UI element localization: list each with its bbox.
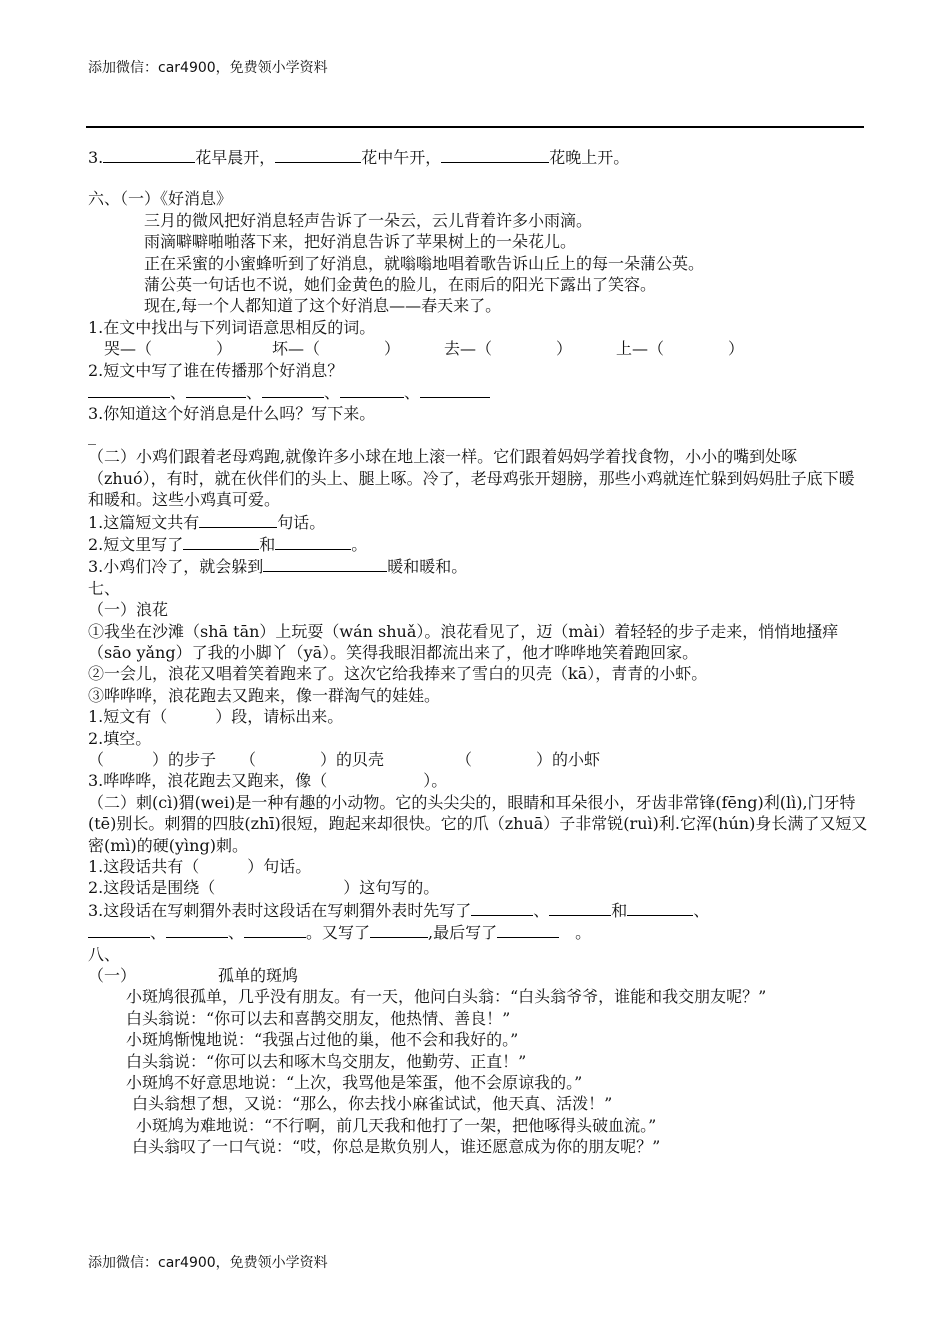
paragraph: 三月的微风把好消息轻声告诉了一朵云，云儿背着许多小雨滴。: [144, 210, 593, 230]
dialogue-line: 白头翁说：“你可以去和啄木鸟交朋友，他勤劳、正直！”: [126, 1051, 527, 1071]
q-num: 3.: [88, 148, 104, 167]
story-title: 孤单的斑鸠: [218, 966, 299, 986]
question: [88, 533, 868, 555]
antonym-item: 坏—（ ）: [272, 339, 401, 359]
answer-blank[interactable]: [275, 533, 351, 550]
question: [88, 511, 868, 533]
q-text: 花早晨开，: [195, 148, 276, 167]
paragraph: ③哗哗哗，浪花跑去又跑来，像一群淘气的娃娃。: [88, 685, 441, 705]
section-title: 六、（一）《好消息》: [88, 189, 233, 209]
paragraph: 小斑鸠很孤单，几乎没有朋友。有一天，他问白头翁：“白头翁爷爷，谁能和我交朋友呢？”: [126, 987, 767, 1007]
question: [88, 899, 868, 921]
separator: 、: [693, 900, 710, 920]
dialogue-line: 小斑鸠不好意思地说：“上次，我骂他是笨蛋，他不会原谅我的。”: [126, 1073, 583, 1093]
question: 1.短文有（ ）段，请标出来。: [88, 707, 344, 727]
dialogue-line: 白头翁说：“你可以去和喜鹊交朋友，他热情、善良！”: [126, 1008, 511, 1028]
q-text: 花中午开，: [361, 148, 442, 167]
question: 2.填空。: [88, 728, 152, 748]
paragraph: 雨滴噼噼啪啪落下来，把好消息告诉了苹果树上的一朵花儿。: [144, 232, 577, 252]
paragraph: ②一会儿，浪花又唱着笑着跑来了。这次它给我捧来了雪白的贝壳（kā），青青的小虾。: [88, 664, 708, 684]
answer-blank[interactable]: [88, 921, 150, 938]
question: 3.你知道这个好消息是什么吗？写下来。: [88, 404, 376, 424]
separator: 、: [170, 383, 187, 403]
question: 1.这段话共有（ ）句话。: [88, 857, 312, 876]
q-text: 3.这段话在写刺猬外表时这段话在写刺猬外表时先写了: [88, 900, 472, 920]
answer-blank[interactable]: [88, 381, 170, 398]
paragraph: ①我坐在沙滩（shā tān）上玩耍（wán shuǎ）。浪花看见了，迈（mài）着轻轻的步子走来，悄悄地搔痒（sāo yǎng）了我的小脚丫（yā）。笑得我眼泪都流出来了，他才哗哗地笑着跑回家。: [88, 621, 839, 662]
antonym-item: 哭—（ ）: [104, 339, 233, 359]
sub-title: （一）浪花: [88, 600, 169, 620]
answer-blank[interactable]: [199, 511, 277, 528]
separator: 、: [150, 923, 167, 943]
passage: （二）小鸡们跟着老母鸡跑,就像许多小球在地上滚一样。它们跟着妈妈学着找食物，小小的嘴到处啄（zhuó），有时，就在伙伴们的头上、腿上啄。冷了，老母鸡张开翅膀，那些小鸡就连忙躲到妈妈肚子底下暖和暖和。这些小鸡真可爱。: [88, 447, 855, 510]
question: 3.哗哗哗，浪花跑去又跑来，像（ ）。: [88, 771, 448, 791]
dialogue-line: 白头翁叹了一口气说：“哎，你总是欺负别人，谁还愿意成为你的朋友呢？”: [132, 1137, 661, 1157]
header-rule: [86, 126, 864, 128]
answer-blank[interactable]: [263, 555, 387, 572]
answer-blank[interactable]: [262, 381, 324, 398]
separator: 、: [228, 923, 245, 943]
antonym-item: 去—（ ）: [444, 339, 573, 359]
q-text: 句话。: [277, 512, 326, 532]
answer-blank[interactable]: [103, 146, 195, 163]
section-title: 七、: [88, 578, 121, 598]
q-text: 3.小鸡们冷了，就会躲到: [88, 557, 264, 577]
question: [88, 555, 868, 577]
q-text: 花晚上开。: [549, 148, 630, 167]
worksheet-body: [88, 146, 868, 1158]
dialogue-line: 白头翁想了想，又说：“那么，你去找小麻雀试试，他天真、活泼！”: [132, 1094, 613, 1114]
paragraph: 现在,每一个人都知道了这个好消息——春天来了。: [144, 296, 502, 316]
section-title: 八、: [88, 944, 121, 964]
passage: （二）刺(cì)猬(wei)是一种有趣的小动物。它的头尖尖的，眼睛和耳朵很小，牙齿非常锋(fēng)利(lì),门牙特(tē)别长。刺猬的四肢(zhī)很短，跑起来却很快。它的爪（zhuā）子非常锐(ruì)利.它浑(hún)身长满了又短又密(mì)的硬(yìng)刺。: [88, 792, 868, 855]
paragraph: 正在采蜜的小蜜蜂听到了好消息，就嗡嗡地唱着歌告诉山丘上的每一朵蒲公英。: [144, 253, 705, 273]
q-text: 。又写了: [306, 923, 371, 943]
answer-line[interactable]: _: [88, 425, 96, 445]
answer-blank[interactable]: [370, 921, 428, 938]
paragraph: 蒲公英一句话也不说，她们金黄色的脸儿，在雨后的阳光下露出了笑容。: [144, 275, 657, 295]
separator: 、: [533, 900, 550, 920]
answer-blank[interactable]: [549, 899, 611, 916]
answer-row: [88, 381, 868, 403]
answer-blank[interactable]: [166, 921, 228, 938]
separator: 、: [404, 383, 421, 403]
answer-blank[interactable]: [497, 921, 559, 938]
question: 2.这段话是围绕（ ）这句写的。: [88, 878, 440, 898]
fill-row: （ ）的步子 （ ）的贝壳 （ ）的小虾: [88, 749, 601, 769]
answer-blank[interactable]: [441, 146, 549, 163]
answer-blank[interactable]: [420, 381, 490, 398]
dialogue-line: 小斑鸠惭愧地说：“我强占过他的巢，他不会和我好的。”: [126, 1030, 519, 1050]
separator: 、: [246, 383, 263, 403]
answer-blank[interactable]: [471, 899, 533, 916]
answer-blank[interactable]: [244, 921, 306, 938]
q-text: 1.这篇短文共有: [88, 512, 200, 532]
answer-blank[interactable]: [627, 899, 693, 916]
answer-blank[interactable]: [275, 146, 361, 163]
answer-blank[interactable]: [340, 381, 404, 398]
q-text: 。: [351, 534, 368, 554]
antonym-row: [88, 338, 868, 359]
question: 1.在文中找出与下列词语意思相反的词。: [88, 317, 376, 337]
header-watermark: 添加微信：car4900，免费领小学资料: [88, 60, 328, 76]
question: 2.短文中写了谁在传播那个好消息？: [88, 360, 344, 380]
separator: 、: [324, 383, 341, 403]
q-text: 。: [559, 923, 592, 943]
answer-blank[interactable]: [186, 381, 246, 398]
q-text: 和: [259, 534, 276, 554]
q-text: 暖和暖和。: [387, 557, 468, 577]
question: [88, 921, 868, 943]
sub-title: [88, 965, 868, 986]
footer-watermark: 添加微信：car4900，免费领小学资料: [88, 1255, 328, 1271]
antonym-item: 上—（ ）: [616, 339, 745, 359]
q-text: 和: [611, 900, 628, 920]
dialogue-line: 小斑鸠为难地说：“不行啊，前几天我和他打了一架，把他啄得头破血流。”: [136, 1115, 657, 1135]
answer-blank[interactable]: [183, 533, 259, 550]
sub-label: （一）: [88, 966, 137, 986]
q-text: ,最后写了: [428, 923, 498, 943]
q-text: 2.短文里写了: [88, 534, 184, 554]
q5-3: [88, 146, 868, 168]
